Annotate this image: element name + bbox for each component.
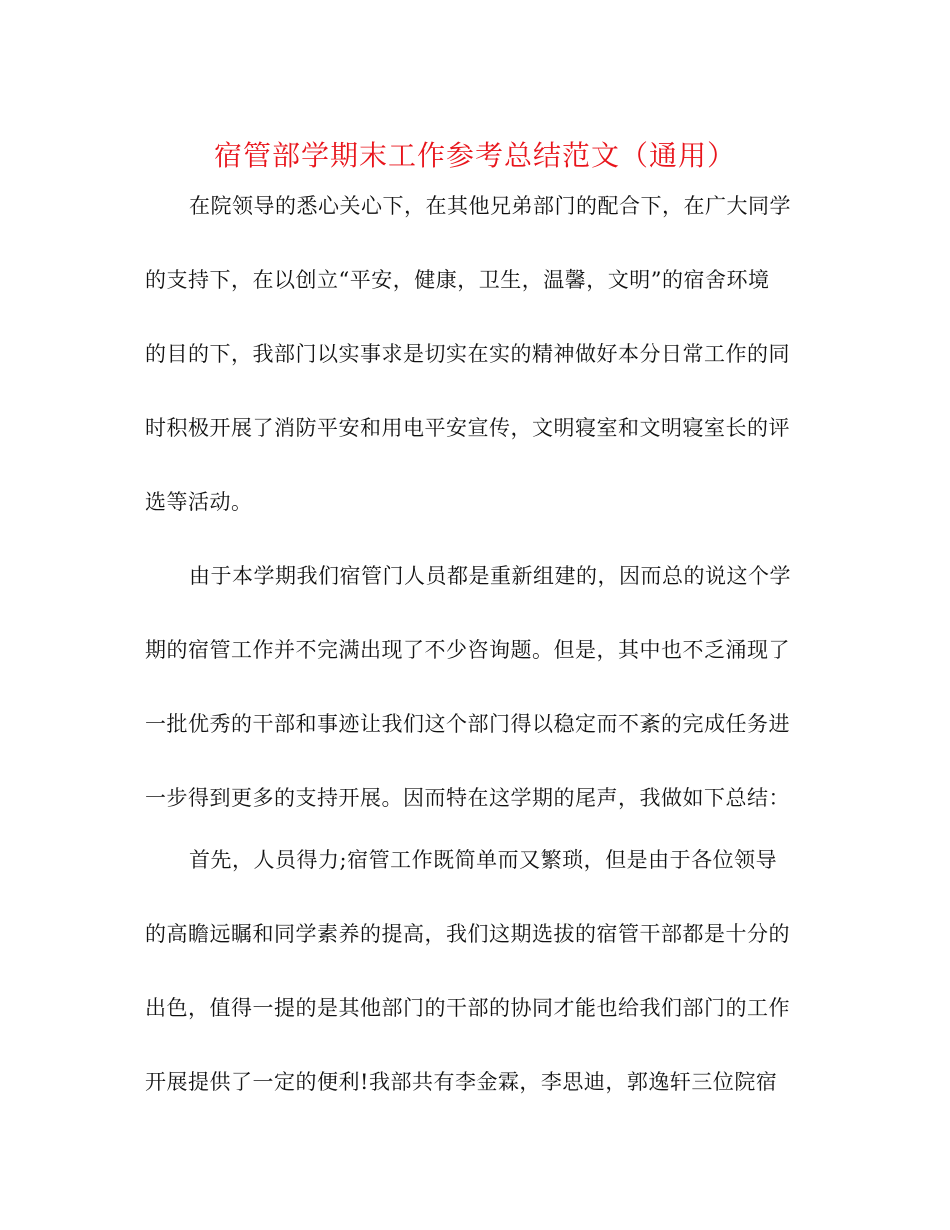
paragraph-3-line-1: 首先，人员得力;宿管工作既简单而又繁琐，但是由于各位领导 xyxy=(189,848,778,872)
paragraph-2-line-3: 一批优秀的干部和事迹让我们这个部门得以稳定而不紊的完成任务进 xyxy=(145,712,790,736)
paragraph-1-line-5: 选等活动。 xyxy=(145,490,253,514)
paragraph-3-line-4: 开展提供了一定的便利!我部共有李金霖，李思迪，郭逸轩三位院宿 xyxy=(145,1070,778,1094)
paragraph-1-line-1: 在院领导的悉心关心下，在其他兄弟部门的配合下，在广大同学 xyxy=(189,194,791,218)
paragraph-2-line-1: 由于本学期我们宿管门人员都是重新组建的，因而总的说这个学 xyxy=(189,564,791,588)
paragraph-3-line-3: 出色，值得一提的是其他部门的干部的协同才能也给我们部门的工作 xyxy=(145,996,790,1020)
paragraph-1-line-4: 时积极开展了消防平安和用电平安宣传，文明寝室和文明寝室长的评 xyxy=(145,416,790,440)
document-title: 宿管部学期末工作参考总结范文（通用） xyxy=(213,139,736,172)
paragraph-1-line-3: 的目的下，我部门以实事求是切实在实的精神做好本分日常工作的同 xyxy=(145,342,790,366)
paragraph-3-line-2: 的高瞻远瞩和同学素养的提高，我们这期选拔的宿管干部都是十分的 xyxy=(145,922,790,946)
paragraph-2-line-2: 期的宿管工作并不完满出现了不少咨询题。但是，其中也不乏涌现了 xyxy=(145,638,790,662)
paragraph-1-line-2: 的支持下，在以创立“平安，健康，卫生，温馨，文明”的宿舍环境 xyxy=(145,268,770,292)
paragraph-2-line-4: 一步得到更多的支持开展。因而特在这学期的尾声，我做如下总结： xyxy=(145,786,790,810)
